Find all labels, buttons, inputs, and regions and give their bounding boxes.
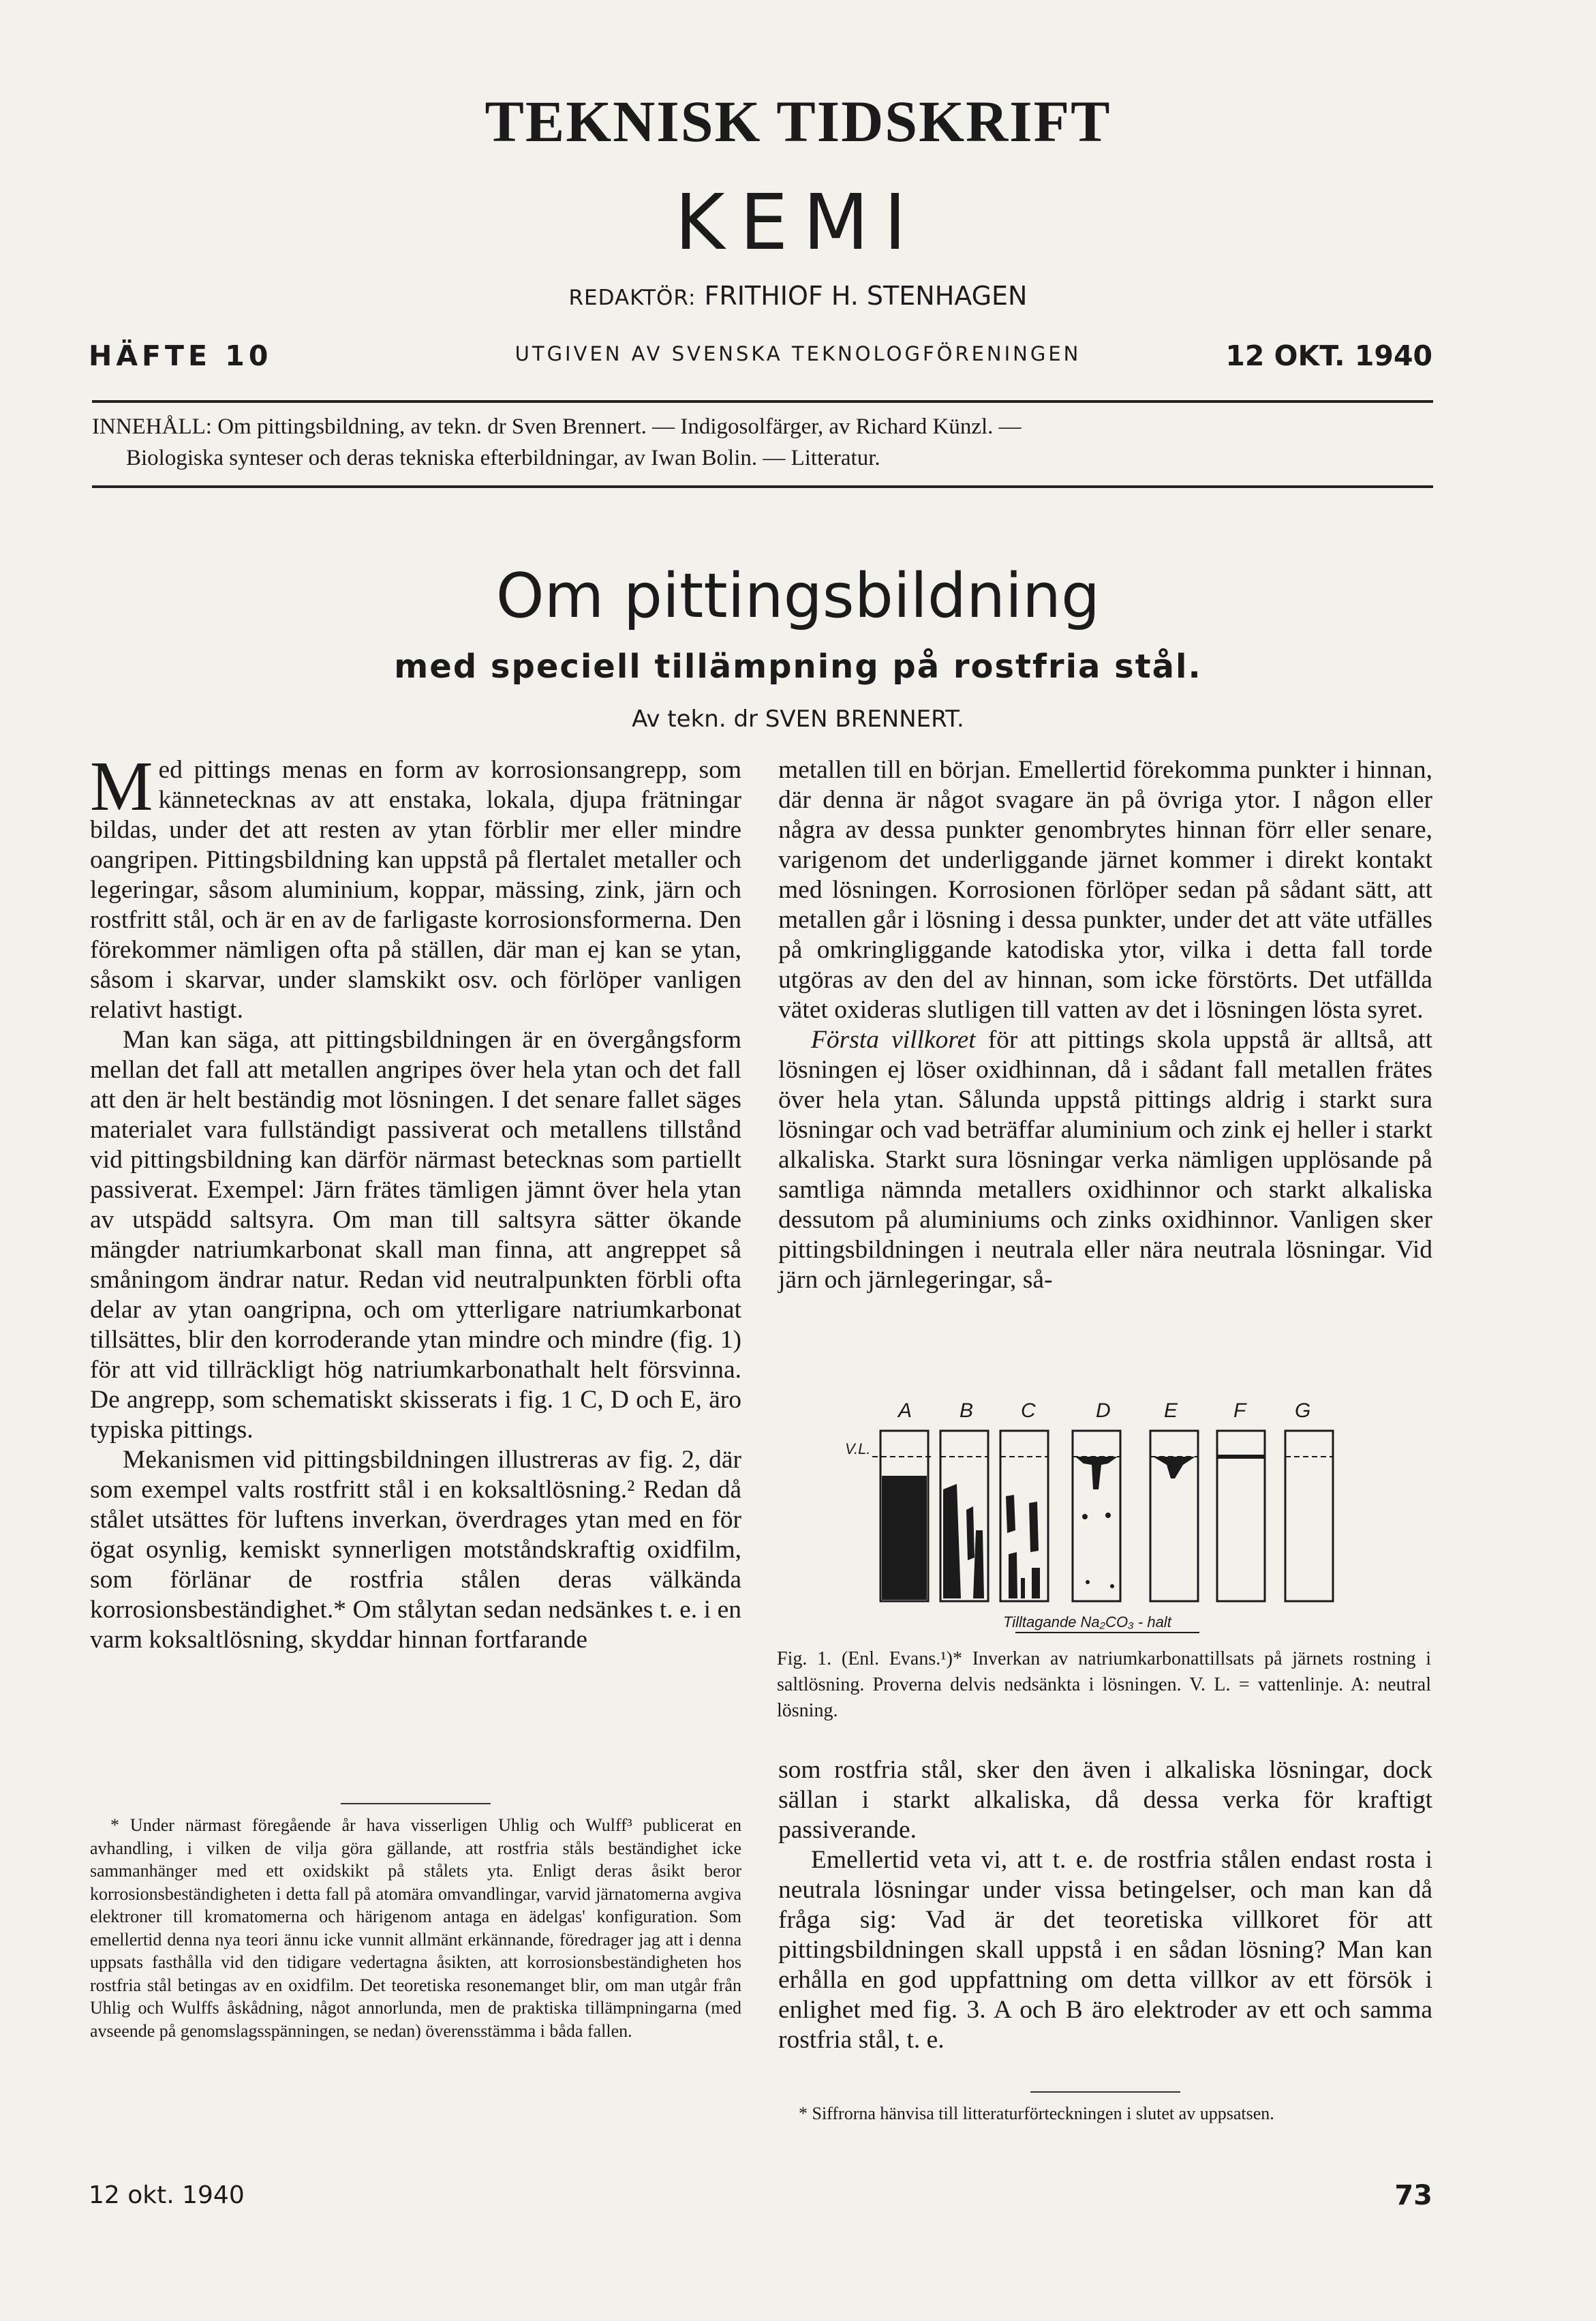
figure-label-b: B xyxy=(960,1399,974,1422)
corrosion-d xyxy=(1075,1457,1118,1489)
corrosion-b xyxy=(943,1484,984,1598)
toc-bottom-rule xyxy=(92,485,1433,488)
footnote-rule xyxy=(341,1803,491,1804)
footnote-rule-right xyxy=(1030,2091,1180,2093)
page-number: 73 xyxy=(1394,2180,1432,2211)
left-column xyxy=(90,747,741,1655)
editor-name: FRITHIOF H. STENHAGEN xyxy=(704,281,1028,311)
toc-top-rule xyxy=(92,400,1433,403)
right-column-top xyxy=(778,755,1432,1295)
left-footnote-text: * Under närmast föregående år hava visserligen Uhlig och Wulff³ publicerat en avhandling, i vilken de vilja göra gällande, att rostfria ståls beständighet icke sammanhänger med ett oxidskikt på stålets yta. Enligt deras åsikt beror korrosionsbeständigheten i detta fall på atomära omvandlingar, varvid järnatomerna avgiva elektroner till kromatomerna och härigenom antaga en ädelgas' konfiguration. Som emellertid denna nya teori ännu icke vunnit allmänt erkännande, föredrager jag att i denna uppsats fasthålla vid den tidigare vedertagna åsikten, att korrosionsbeständigheten hos rostfria stål betingas av en oxidfilm. Det teoretiska resonemanget blir, om man utgår från Uhlig och Wulffs åskådning, något annorlunda, men de praktiska tillämpningarna (med avseende på genomslagsspänningen, se nedan) överensstämma i båda fallen. xyxy=(90,1815,741,2041)
right-paragraph-2 xyxy=(778,1025,1432,1295)
left-paragraph-1-text: ed pittings menas en form av korrosionsangrepp, som kännetecknas av att enstaka, lokala, djupa frätningar bildas, under det att resten av ytan förblir mer eller mindre oangripen. Pittingsbildning kan uppstå på flertalet metaller och legeringar, såsom aluminium, koppar, mässing, zink, järn och rostfritt stål, och är en av de farligaste korrosionsformerna. Den förekommer nämligen ofta på ställen, där man ej kan se ytan, såsom i skarvar, under slamskikt osv. och förlöper vanligen relativt hastigt. xyxy=(90,756,741,1024)
masthead: TEKNISK TIDSKRIFT xyxy=(485,89,1111,154)
figure-label-a: A xyxy=(898,1399,912,1422)
right-paragraph-2-text: för att pittings skola uppstå är alltså, att lösningen ej löser oxidhinnan, då i sådant fall metallen frätes över hela ytan. Sålunda uppstå pittings aldrig i starkt sura lösningar och vad beträffar aluminium och zink ej heller i starkt alkaliska. Starkt sura lösningar verka nämligen upplösande på samtliga nämnda metallers oxidhinnor och starkt alkaliska dessutom på aluminiums och zinks oxidhinnor. Vanligen sker pittingsbildningen i neutrala eller nära neutrala lösningar. Vid järn och järnlegeringar, så- xyxy=(778,1026,1433,1294)
right-paragraph-2-italic: Första villkoret xyxy=(811,1026,976,1054)
right-column-bottom xyxy=(778,1755,1432,2055)
corrosion-a xyxy=(882,1476,927,1600)
left-paragraph-3: Mekanismen vid pittingsbildningen illustreras av fig. 2, där som exempel valts rostfritt stål i en koksaltlösning.² Redan då stålet utsättes för luftens inverkan, överdrages ytan med en för ögat osynlig, kemiskt synnerligen motståndskraftig oxidfilm, som förlänar de rostfria stålen deras välkända korrosionsbeständighet.* Om stålytan sedan nedsänkes t. e. i en varm koksaltlösning, skyddar hinnan fortfarande xyxy=(90,1446,741,1654)
corrosion-e xyxy=(1153,1457,1195,1478)
publisher-line: UTGIVEN AV SVENSKA TEKNOLOGFÖRENINGEN xyxy=(515,342,1081,365)
right-footnote-text: * Siffrorna hänvisa till litteraturförteckningen i slutet av uppsatsen. xyxy=(799,2104,1274,2123)
toc-line-1: INNEHÅLL: Om pittingsbildning, av tekn. dr Sven Brennert. — Indigosolfärger, av Richard Künzl. — xyxy=(92,414,1022,439)
toc-line-2: Biologiska synteser och deras tekniska efterbildningar, av Iwan Bolin. — Litteratur. xyxy=(126,446,880,470)
right-paragraph-3: som rostfria stål, sker den även i alkaliska lösningar, dock sällan i starkt alkaliska, då dessa verka för kraftigt passiverande. xyxy=(778,1756,1432,1844)
issue-number: HÄFTE 10 xyxy=(89,339,273,372)
left-paragraph-2: Man kan säga, att pittingsbildningen är en övergångsform mellan det fall att metallen angripes över hela ytan och det fall att den är helt beständig mot lösningen. I det senare fallet säges materialet vara fullständigt passiverat och metallens tillstånd vid pittingsbildning kan därför närmast betecknas som partiellt passiverat. Exempel: Järn frätes tämligen jämnt över hela ytan av utspädd saltsyra. Om man till saltsyra sätter ökande mängder natriumkarbonat skall man finna, att angreppet så småningom ändrar natur. Redan vid neutralpunkten förbli ofta delar av ytan oangripna, och om ytterligare natriumkarbonat tillsättes, blir den korroderande ytan mindre och mindre (fig. 1) för att vid tillräckligt hög natriumkarbonathalt helt försvinna. De angrepp, som schematiskt skisserats i fig. 1 C, D och E, äro typiska pittings. xyxy=(90,1026,741,1444)
issue-date: 12 OKT. 1940 xyxy=(1225,339,1432,372)
figure-label-f: F xyxy=(1233,1399,1246,1422)
figure-caption: Fig. 1. (Enl. Evans.¹)* Inverkan av natriumkarbonattillsats på järnets rostning i saltlösning. Proverna delvis nedsänkta i lösningen. V. L. = vattenlinje. A: neutral lösning. xyxy=(777,1648,1431,1721)
corrosion-c xyxy=(1006,1495,1040,1598)
article-subtitle: med speciell tillämpning på rostfria stål. xyxy=(394,648,1202,686)
section-title: KEMI xyxy=(675,179,921,267)
figure-label-d: D xyxy=(1096,1399,1111,1422)
figure-label-g: G xyxy=(1295,1399,1311,1422)
figure-label-c: C xyxy=(1021,1399,1036,1422)
article-title: Om pittingsbildning xyxy=(495,560,1101,632)
table-of-contents xyxy=(92,411,1433,474)
right-footnote xyxy=(778,2091,1432,2125)
folio-date: 12 okt. 1940 xyxy=(89,2181,245,2209)
figure-label-e: E xyxy=(1164,1399,1178,1422)
right-paragraph-1: metallen till en början. Emellertid förekomma punkter i hinnan, där denna är något svagare än på övriga ytor. I någon eller några av dessa punkter genombrytes hinnan förr eller senare, varigenom det underliggande järnet kommer i direkt kontakt med lösningen. Korrosionen förlöper sedan på sådant sätt, att metallen går i lösning i dessa punkter, under det att väte utfälles på omkringliggande katodiska ytor, vilka i detta fall torde utgöras av den del av hinnan, som icke förstörts. Det utfällda vätet oxideras slutligen till vatten av det i lösningen lösta syret. xyxy=(778,756,1432,1024)
figure-1 xyxy=(845,1394,1363,1643)
editor-line xyxy=(0,281,1596,311)
left-paragraph-1 xyxy=(90,747,741,1025)
article-author: Av tekn. dr SVEN BRENNERT. xyxy=(632,706,964,733)
waterline-label: V.L. xyxy=(845,1440,871,1457)
right-paragraph-4: Emellertid veta vi, att t. e. de rostfria stålen endast rosta i neutrala lösningar under vissa betingelser, och man kan då fråga sig: Vad är det teoretiska villkoret för att pittingsbildningen skall uppstå i en sådan lösning? Man kan erhålla en god uppfattning om detta villkor av ett försök i enlighet med fig. 3. A och B äro elektroder av ett och samma rostfria stål, t. e. xyxy=(778,1846,1432,2054)
editor-label: REDAKTÖR: xyxy=(568,286,696,310)
figure-axis-label: Tilltagande Na₂CO₃ - halt xyxy=(1003,1613,1171,1630)
drop-cap: M xyxy=(90,747,153,825)
left-footnote xyxy=(90,1803,741,2042)
